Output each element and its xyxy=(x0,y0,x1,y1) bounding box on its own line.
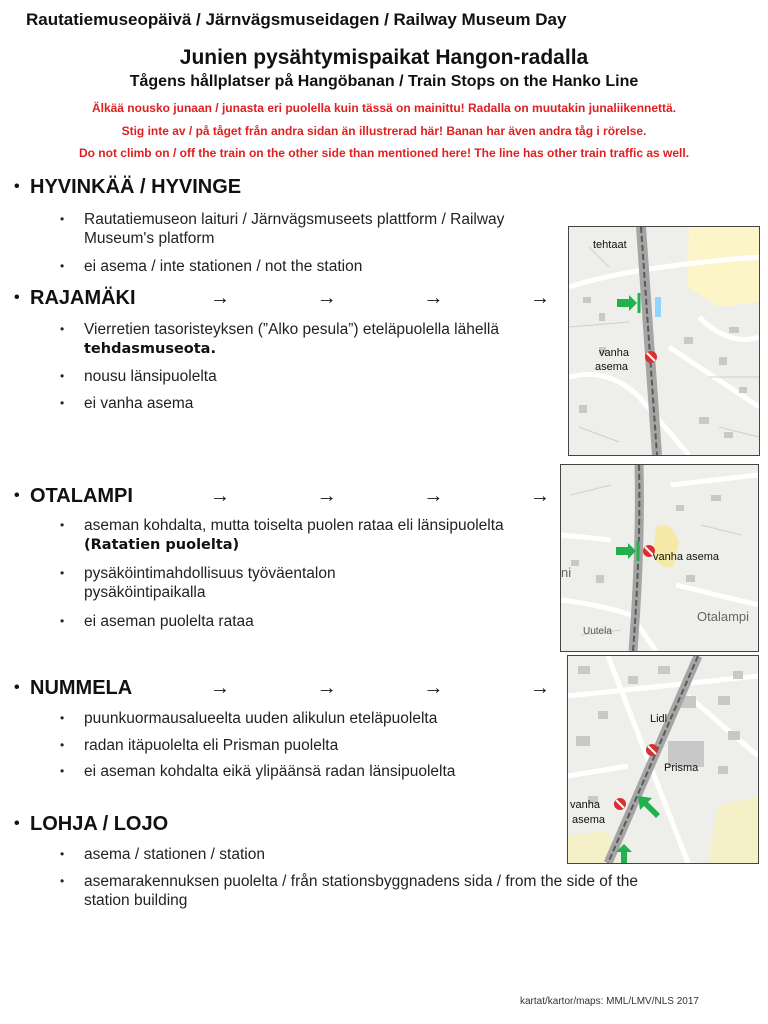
map-rajamaki-drawing xyxy=(569,227,759,455)
warning-en: Do not climb on / off the train on the other side than mentioned here! The line has other train traffic as well. xyxy=(78,146,690,160)
list-item: • Vierretien tasoristeyksen (”Alko pesula”) eteläpuolella lähellä tehdasmuseota. xyxy=(60,321,499,357)
map-label: ni xyxy=(561,565,572,580)
map-label: asema xyxy=(595,361,629,373)
arrow-right-icon: → xyxy=(316,287,337,309)
list-item: • ei asema / inte stationen / not the station xyxy=(60,258,363,275)
warning-sv: Stig inte av / på tåget från andra sidan än illustrerad här! Banan har även andra tåg i rörelse. xyxy=(121,124,647,138)
map-credit: kartat/kartor/maps: MML/LMV/NLS 2017 xyxy=(520,996,699,1007)
arrow-right-icon: → xyxy=(529,287,550,309)
list-item: • aseman kohdalta, mutta toiselta puolen rataa eli länsipuolelta (Ratatien puolelta) xyxy=(60,517,504,553)
map-label: tehtaat xyxy=(593,239,627,251)
map-label: Lidl xyxy=(650,713,668,725)
list-item: • puunkuormausalueelta uuden alikulun eteläpuolelta xyxy=(60,710,438,727)
arrow-row-nummela xyxy=(210,677,550,700)
arrow-right-icon: → xyxy=(316,485,337,507)
map-nummela xyxy=(567,655,759,864)
map-label: Uutela xyxy=(583,626,612,637)
arrow-right-icon: → xyxy=(316,677,337,699)
map-label: Otalampi xyxy=(697,609,750,624)
arrow-row-rajamaki xyxy=(210,287,550,310)
arrow-right-icon: → xyxy=(210,485,230,507)
section-title-nummela: • NUMMELA xyxy=(14,677,133,699)
arrow-row-otalampi xyxy=(210,485,550,508)
list-item: • pysäköintimahdollisuus työväentalon pysäköintipaikalla xyxy=(60,565,336,601)
arrow-right-icon: → xyxy=(423,287,444,309)
list-item: • nousu länsipuolelta xyxy=(60,368,217,385)
arrow-right-icon: → xyxy=(423,677,444,699)
list-item: • ei aseman puolelta rataa xyxy=(60,613,254,630)
arrow-right-icon: → xyxy=(210,677,230,699)
page-title: Junien pysähtymispaikat Hangon-radalla xyxy=(179,46,589,69)
map-nummela-drawing xyxy=(568,656,758,863)
map-otalampi xyxy=(560,464,759,652)
section-title-rajamaki: • RAJAMÄKI xyxy=(14,287,136,309)
list-item: • asema / stationen / station xyxy=(60,846,265,863)
list-item: • ei aseman kohdalta eikä ylipäänsä radan länsipuolelta xyxy=(60,763,456,780)
arrow-right-icon: → xyxy=(529,485,550,507)
map-label: asema xyxy=(572,814,606,826)
section-title-otalampi: • OTALAMPI xyxy=(14,485,133,507)
section-title-hyvinkaa: • HYVINKÄÄ / HYVINGE xyxy=(14,176,242,198)
arrow-right-icon: → xyxy=(210,287,230,309)
event-title: Rautatiemuseopäivä / Järnvägsmuseidagen / Railway Museum Day xyxy=(26,10,567,29)
warning-fi: Älkää nousko junaan / junasta eri puolella kuin tässä on mainittu! Radalla on muutakin junaliikennettä. xyxy=(91,101,677,115)
list-item: • Rautatiemuseon laituri / Järnvägsmuseets plattform / Railway Museum's platform xyxy=(60,211,505,247)
map-label: vanha xyxy=(570,799,600,811)
section-title-lohja: • LOHJA / LOJO xyxy=(14,813,169,835)
list-item: • ei vanha asema xyxy=(60,395,194,412)
map-label: vanha xyxy=(599,347,629,359)
map-rajamaki xyxy=(568,226,760,456)
page-subtitle: Tågens hållplatser på Hangöbanan / Train Stops on the Hanko Line xyxy=(129,73,639,90)
list-item: • asemarakennuksen puolelta / från stationsbyggnadens sida / from the side of the station building xyxy=(60,873,639,909)
map-label: Prisma xyxy=(664,762,699,774)
map-label: vanha asema xyxy=(653,551,720,563)
arrow-right-icon: → xyxy=(529,677,550,699)
list-item: • radan itäpuolelta eli Prisman puolelta xyxy=(60,737,339,754)
arrow-right-icon: → xyxy=(423,485,444,507)
